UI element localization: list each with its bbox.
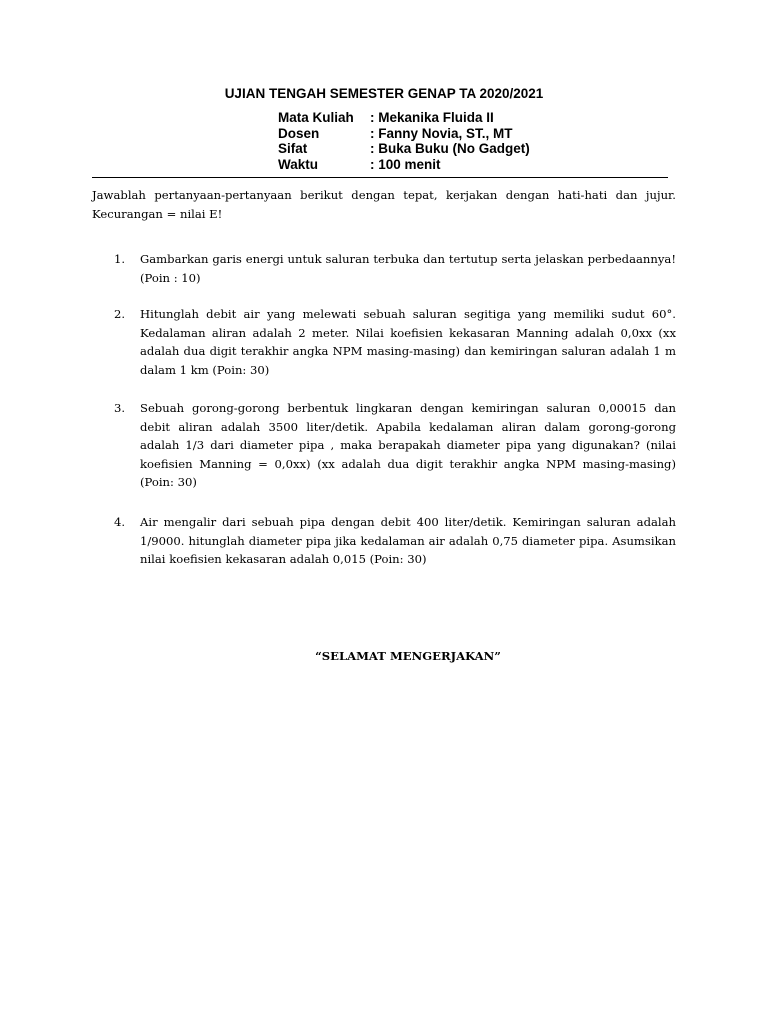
question-item-3 <box>114 399 676 492</box>
duration-row <box>278 157 530 173</box>
question-text: Hitunglah debit air yang melewati sebuah saluran segitiga yang memiliki sudut 60°. Kedalaman aliran adalah 2 meter. Nilai koefisien kekasaran Manning adalah 0,0xx (xx adalah dua digit terakhir angka NPM masing-masing) dan kemiringan saluran adalah 1 m dalam 1 km (Poin: 30) <box>140 307 676 377</box>
exam-info-table <box>278 110 530 172</box>
duration-value: : 100 menit <box>370 156 441 172</box>
question-item-4 <box>114 513 676 569</box>
question-item-2 <box>114 305 676 379</box>
question-text: Sebuah gorong-gorong berbentuk lingkaran dengan kemiringan saluran 0,00015 dan debit aliran adalah 3500 liter/detik. Apabila kedalaman aliran dalam gorong-gorong adalah 1/3 dari diameter pipa , maka berapakah diameter pipa yang digunakan? (nilai koefisien Manning = 0,0xx) (xx adalah dua digit terakhir angka NPM masing-masing) (Poin: 30) <box>140 401 676 489</box>
question-number: 1. <box>114 252 126 266</box>
course-value: : Mekanika Fluida II <box>370 110 494 125</box>
question-text: Gambarkan garis energi untuk saluran terbuka dan tertutup serta jelaskan perbedaannya! (Poin : 10) <box>140 252 676 285</box>
closing-message: “SELAMAT MENGERJAKAN” <box>315 649 501 663</box>
exam-type-value: : Buka Buku (No Gadget) <box>370 141 530 156</box>
course-label: Mata Kuliah <box>278 110 354 125</box>
duration-label: Waktu <box>278 156 318 172</box>
question-number: 4. <box>114 515 126 529</box>
header-divider <box>92 177 668 178</box>
lecturer-value: : Fanny Novia, ST., MT <box>370 125 513 141</box>
lecturer-row <box>278 126 530 142</box>
exam-title: UJIAN TENGAH SEMESTER GENAP TA 2020/2021 <box>224 86 544 101</box>
question-number: 3. <box>114 401 126 415</box>
instructions-paragraph: Jawablah pertanyaan-pertanyaan berikut dengan tepat, kerjakan dengan hati-hati dan jujur. Kecurangan = nilai E! <box>92 188 676 221</box>
question-item-1 <box>114 250 676 287</box>
lecturer-label: Dosen <box>278 125 320 141</box>
exam-type-row <box>278 141 530 157</box>
question-number: 2. <box>114 307 126 321</box>
course-row <box>278 110 530 126</box>
exam-type-label: Sifat <box>278 141 308 156</box>
question-text: Air mengalir dari sebuah pipa dengan debit 400 liter/detik. Kemiringan saluran adalah 1/9000. hitunglah diameter pipa jika kedalaman air adalah 0,75 diameter pipa. Asumsikan nilai koefisien kekasaran adalah 0,015 (Poin: 30) <box>140 515 676 566</box>
